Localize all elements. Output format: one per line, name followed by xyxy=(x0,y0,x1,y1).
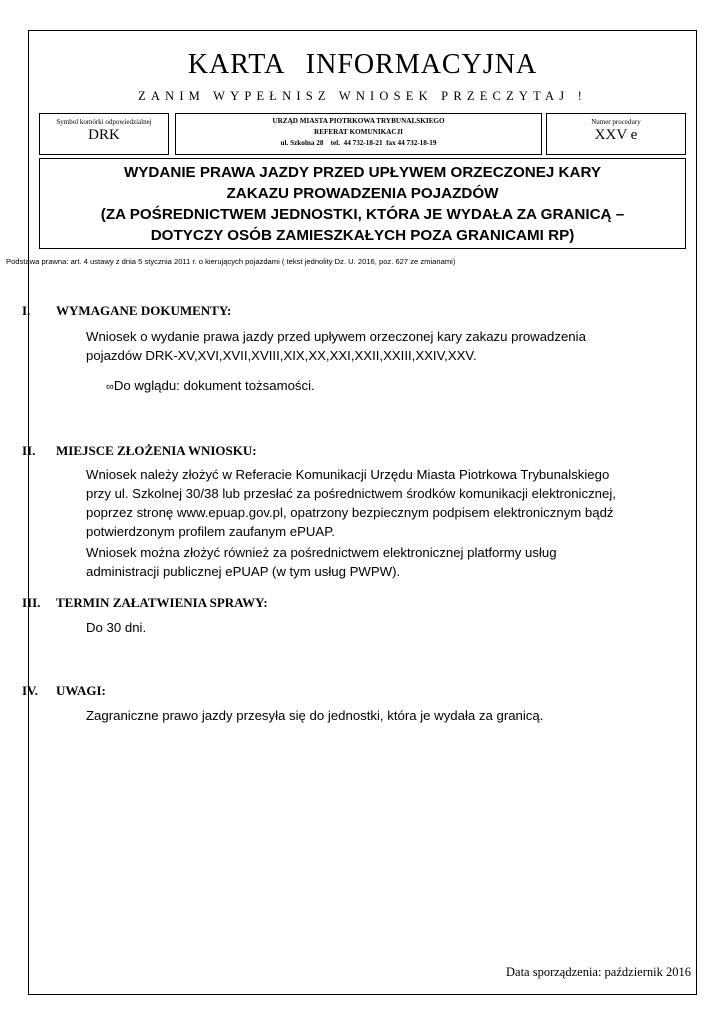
procedure-box xyxy=(546,113,686,155)
page-subtitle: ZANIM WYPEŁNISZ WNIOSEK PRZECZYTAJ ! xyxy=(138,89,587,103)
unit-value: DRK xyxy=(88,127,120,143)
section-heading xyxy=(22,683,106,699)
section-number: I. xyxy=(22,303,31,318)
section-title: UWAGI: xyxy=(56,683,106,698)
paragraph-line: administracji publicznej ePUAP (w tym usług PWPW). xyxy=(86,564,401,579)
section-number: IV. xyxy=(22,683,39,698)
paragraph-line: przy ul. Szkolnej 30/38 lub przesłać za pośrednictwem środków komunikacji elektronicznej, xyxy=(86,486,616,501)
section-title: TERMIN ZAŁATWIENIA SPRAWY: xyxy=(56,595,268,610)
procedure-label: Numer procedury xyxy=(591,118,641,126)
section-heading xyxy=(22,595,268,611)
section-paragraph xyxy=(86,618,686,637)
section-number: III. xyxy=(22,595,41,610)
paragraph-line: Zagraniczne prawo jazdy przesyła się do jednostki, która je wydała za granicą. xyxy=(86,708,544,723)
legal-basis: Podstawa prawna: art. 4 ustawy z dnia 5 stycznia 2011 r. o kierujących pojazdami ( tekst jednolity Dz. U. 2016, poz. 627 ze zmianami) xyxy=(6,257,456,266)
office-contact: ul. Szkolna 28 tel. 44 732-18-21 fax 44 732-18-19 xyxy=(280,139,437,147)
paragraph-line: poprzez stronę www.epuap.gov.pl, opatrzony bezpiecznym podpisem elektronicznym bądź xyxy=(86,505,614,520)
paragraph-line: Wniosek można złożyć również za pośrednictwem elektronicznej platformy usług xyxy=(86,545,557,560)
document-title-line: (ZA POŚREDNICTWEM JEDNOSTKI, KTÓRA JE WYDAŁA ZA GRANICĄ – xyxy=(100,206,625,223)
office-name: URZĄD MIASTA PIOTRKOWA TRYBUNALSKIEGO xyxy=(272,117,445,125)
section-paragraph xyxy=(86,543,686,581)
section-heading xyxy=(22,443,257,459)
section-number: II. xyxy=(22,443,36,458)
paragraph-line: Do 30 dni. xyxy=(86,620,147,635)
paragraph-line: Wniosek należy złożyć w Referacie Komunikacji Urzędu Miasta Piotrkowa Trybunalskiego xyxy=(86,467,610,482)
office-box xyxy=(175,113,542,155)
section-heading xyxy=(22,303,231,319)
document-title-line: ZAKAZU PROWADZENIA POJAZDÓW xyxy=(226,185,499,202)
document-title-line: DOTYCZY OSÓB ZAMIESZKAŁYCH POZA GRANICAMI RP) xyxy=(150,227,575,244)
paragraph-line: potwierdzonym profilem zaufanym ePUAP. xyxy=(86,524,335,539)
paragraph-line: Wniosek o wydanie prawa jazdy przed upływem orzeczonej kary zakazu prowadzenia xyxy=(86,329,586,344)
section-title: WYMAGANE DOKUMENTY: xyxy=(56,303,232,318)
unit-box xyxy=(39,113,169,155)
section-paragraph xyxy=(86,327,686,365)
section-paragraph xyxy=(86,465,686,541)
preparation-date: Data sporządzenia: październik 2016 xyxy=(506,965,691,979)
office-department: REFERAT KOMUNIKACJI xyxy=(314,128,403,136)
section-paragraph xyxy=(86,706,686,725)
procedure-number: XXV e xyxy=(594,127,638,143)
list-item xyxy=(106,378,315,393)
unit-label: Symbol komórki odpowiedzialnej xyxy=(56,118,152,126)
paragraph-line: pojazdów DRK-XV,XVI,XVII,XVIII,XIX,XX,XXI,XXII,XXIII,XXIV,XXV. xyxy=(86,348,477,363)
document-title-line: WYDANIE PRAWA JAZDY PRZED UPŁYWEM ORZECZONEJ KARY xyxy=(123,164,602,181)
list-item-text: Do wglądu: dokument tożsamości. xyxy=(113,378,315,393)
page-title: KARTA INFORMACYJNA xyxy=(187,49,538,80)
document-title-box xyxy=(39,158,686,249)
bullet-icon: ∞ xyxy=(106,381,114,393)
section-title: MIEJSCE ZŁOŻENIA WNIOSKU: xyxy=(56,443,257,458)
